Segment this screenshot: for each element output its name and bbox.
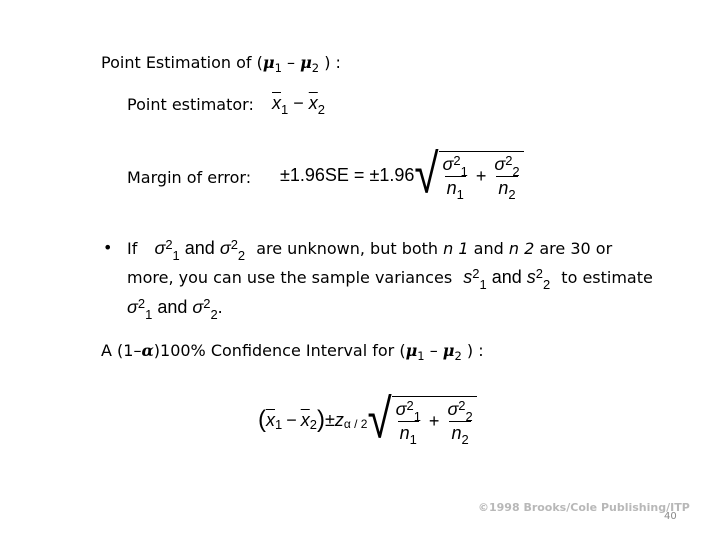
ci-prefix: A (1– [101, 341, 142, 360]
sup-sub-stack [406, 397, 421, 424]
sigma-symbol: σ [219, 238, 231, 258]
title-suffix: ) : [319, 53, 341, 72]
sup-sub-stack [203, 295, 218, 322]
sub-1: 1 [456, 186, 464, 202]
sub-1: 1 [275, 417, 283, 433]
x-bar-1: $\overline{x}$ [266, 409, 275, 430]
plus-sign: + [428, 411, 440, 431]
sup-sub-stack [137, 295, 153, 322]
radical-sign: √ [367, 388, 392, 450]
sub-2: 2 [542, 276, 551, 292]
frac-numerator [441, 152, 470, 179]
sup-sub-stack [535, 265, 551, 292]
bullet-line-2-end: to estimate [561, 268, 653, 287]
bullet-line-1-end: are 30 or [539, 239, 613, 258]
radicand [439, 151, 524, 202]
radical-sign: √ [414, 143, 439, 205]
s-symbol: s [526, 267, 536, 287]
z-symbol: z [334, 409, 344, 430]
fraction-1 [394, 397, 423, 447]
n1-label: n 1 [443, 239, 469, 258]
bullet-point: • [103, 238, 113, 257]
and-word: and [184, 238, 215, 258]
and-word: and [473, 239, 504, 258]
ci-sub-2: 2 [454, 349, 462, 364]
sub-1: 1 [413, 408, 421, 424]
ci-formula [258, 386, 477, 454]
sup-2: 2 [472, 265, 480, 281]
frac-denominator [398, 421, 419, 447]
x-bar-2: $\overline{x}$ [308, 93, 318, 113]
se-expression: 1.96SE = ±1.96 [289, 164, 415, 185]
x-bar-2: $\overline{x}$ [300, 409, 310, 430]
bullet-line-1-text: are unknown, but both [256, 239, 439, 258]
sub-2: 2 [512, 163, 520, 179]
frac-denominator [449, 421, 470, 447]
n-symbol: n [451, 423, 462, 443]
sup-2: 2 [230, 236, 238, 252]
sub-1: 1 [479, 276, 487, 292]
title-sub-1: 1 [274, 61, 282, 76]
title-minus: – [281, 53, 301, 72]
sup-sub-stack [453, 152, 468, 179]
sub-1: 1 [145, 306, 153, 322]
sub-2: 2 [461, 431, 469, 447]
s-pair [463, 265, 551, 292]
sup-2: 2 [453, 152, 461, 168]
plus-minus-sign: ± [324, 409, 335, 430]
sigma-symbol: σ [192, 297, 204, 317]
n-symbol: n [399, 423, 410, 443]
sub-2: 2 [317, 101, 325, 117]
plus-minus-sign: ± [280, 164, 290, 185]
right-paren: ) [316, 406, 325, 433]
mu-symbol: μ [262, 53, 275, 72]
n-symbol: n [446, 178, 457, 198]
x-bar-1: $\overline{x}$ [272, 93, 281, 113]
sup-sub-stack [458, 397, 473, 424]
sub-1: 1 [281, 101, 289, 117]
plus-sign: + [475, 166, 487, 186]
sub-2: 2 [508, 186, 516, 202]
fraction-1 [441, 152, 470, 202]
page-number: 40 [664, 511, 677, 522]
sub-2: 2 [465, 408, 473, 424]
section-title [101, 53, 341, 76]
and-word: and [157, 297, 188, 317]
mu-symbol: μ [405, 341, 418, 360]
sup-sub-stack [505, 152, 520, 179]
n-symbol: n [498, 178, 509, 198]
frac-numerator [492, 152, 521, 179]
alpha-symbol: α [141, 341, 154, 360]
sqrt-expression [367, 388, 476, 450]
frac-numerator [445, 397, 474, 424]
sup-sub-stack [472, 265, 487, 292]
sigma-symbol: σ [127, 297, 138, 317]
s-symbol: s [463, 267, 473, 287]
sup-2: 2 [203, 295, 211, 311]
fraction-2 [445, 397, 474, 447]
sub-2: 2 [309, 417, 317, 433]
if-word: If [127, 239, 138, 258]
mu-symbol: μ [442, 341, 455, 360]
margin-error-label: Margin of error: [127, 168, 252, 187]
sigma-symbol: σ [395, 399, 407, 419]
ci-minus: – [424, 341, 443, 360]
sup-2: 2 [406, 397, 414, 413]
sigma-symbol: σ [442, 154, 454, 174]
bullet-line-1 [127, 236, 613, 263]
sigma-pair-1 [154, 236, 246, 263]
sup-2: 2 [165, 236, 173, 252]
sub-2: 2 [210, 306, 218, 322]
and-word: and [491, 267, 522, 287]
bullet-line-2 [127, 265, 653, 292]
margin-error-formula [280, 142, 524, 208]
sigma-symbol: σ [494, 154, 506, 174]
frac-denominator [445, 176, 466, 202]
period: . [217, 297, 223, 317]
minus-sign: − [286, 409, 297, 430]
radicand [392, 396, 477, 447]
sup-2: 2 [458, 397, 466, 413]
ci-middle: )100% Confidence Interval for ( [153, 341, 406, 360]
point-estimator-formula [272, 93, 325, 117]
title-prefix: Point Estimation of ( [101, 53, 263, 72]
mu-symbol: μ [300, 53, 312, 72]
bullet-line-3 [127, 295, 223, 322]
ci-sub-1: 1 [417, 349, 425, 364]
sub-2: 2 [237, 247, 246, 263]
left-paren: ( [258, 406, 266, 433]
title-sub-2: 2 [311, 61, 320, 76]
fraction-2 [492, 152, 521, 202]
frac-numerator [394, 397, 423, 424]
sup-2: 2 [535, 265, 543, 281]
minus-sign: − [293, 93, 304, 113]
alpha-half: α / 2 [343, 417, 368, 432]
ci-heading [101, 341, 484, 364]
sqrt-expression [414, 143, 523, 205]
sigma-symbol: σ [447, 399, 459, 419]
bullet-line-2-text: more, you can use the sample variances [127, 268, 453, 287]
copyright-footer: ©1998 Brooks/Cole Publishing/ITP [478, 501, 690, 514]
sub-1: 1 [172, 247, 180, 263]
sup-sub-stack [165, 236, 180, 263]
frac-denominator [496, 176, 517, 202]
point-estimator-label: Point estimator: [127, 95, 254, 114]
sup-sub-stack [230, 236, 246, 263]
n2-label: n 2 [508, 239, 535, 258]
ci-suffix: ) : [461, 341, 484, 360]
sup-2: 2 [505, 152, 513, 168]
sub-1: 1 [460, 163, 468, 179]
sup-2: 2 [137, 295, 146, 311]
sigma-symbol: σ [154, 238, 166, 258]
sub-1: 1 [409, 431, 417, 447]
